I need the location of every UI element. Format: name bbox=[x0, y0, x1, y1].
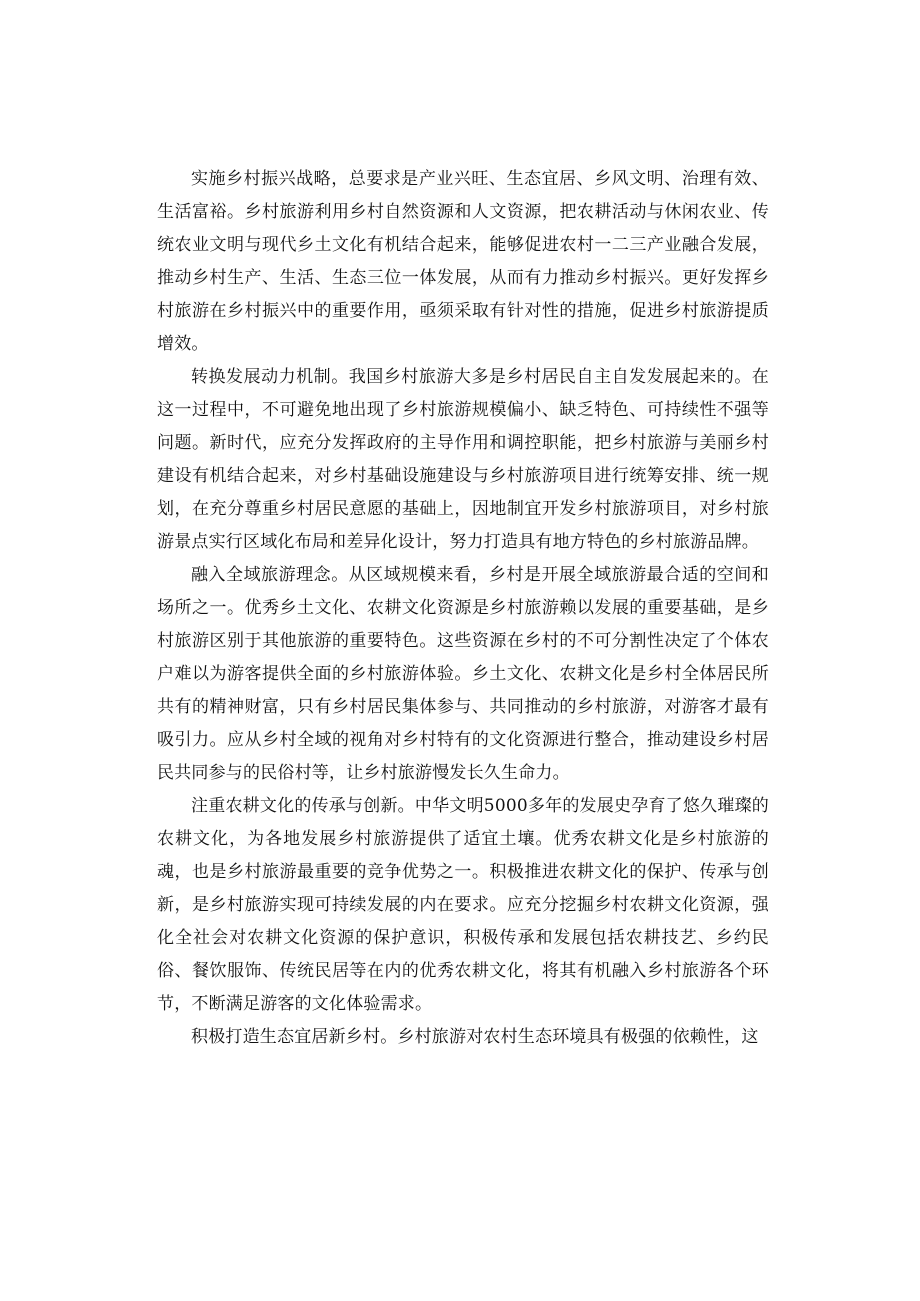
document-body bbox=[157, 163, 769, 1054]
paragraph-4: 注重农耕文化的传承与创新。中华文明5000多年的发展史孕育了悠久璀璨的农耕文化，为各地发展乡村旅游提供了适宜土壤。优秀农耕文化是乡村旅游的魂，也是乡村旅游最重要的竞争优势之一。积极推进农耕文化的保护、传承与创新，是乡村旅游实现可持续发展的内在要求。应充分挖掘乡村农耕文化资源，强化全社会对农耕文化资源的保护意识，积极传承和发展包括农耕技艺、乡约民俗、餐饮服饰、传统民居等在内的优秀农耕文化，将其有机融入乡村旅游各个环节，不断满足游客的文化体验需求。 bbox=[157, 796, 769, 1014]
paragraph-1: 实施乡村振兴战略，总要求是产业兴旺、生态宜居、乡风文明、治理有效、生活富裕。乡村旅游利用乡村自然资源和人文资源，把农耕活动与休闲农业、传统农业文明与现代乡土文化有机结合起来，能够促进农村一二三产业融合发展，推动乡村生产、生活、生态三位一体发展，从而有力推动乡村振兴。更好发挥乡村旅游在乡村振兴中的重要作用，亟须采取有针对性的措施，促进乡村旅游提质增效。 bbox=[157, 169, 769, 354]
paragraph-3: 融入全域旅游理念。从区域规模来看，乡村是开展全域旅游最合适的空间和场所之一。优秀乡土文化、农耕文化资源是乡村旅游赖以发展的重要基础，是乡村旅游区别于其他旅游的重要特色。这些资源在乡村的不可分割性决定了个体农户难以为游客提供全面的乡村旅游体验。乡土文化、农耕文化是乡村全体居民所共有的精神财富，只有乡村居民集体参与、共同推动的乡村旅游，对游客才最有吸引力。应从乡村全域的视角对乡村特有的文化资源进行整合，推动建设乡村居民共同参与的民俗村等，让乡村旅游慢发长久生命力。 bbox=[157, 565, 769, 783]
paragraph-5: 积极打造生态宜居新乡村。乡村旅游对农村生态环境具有极强的依赖性，这 bbox=[191, 1027, 759, 1047]
paragraph-2: 转换发展动力机制。我国乡村旅游大多是乡村居民自主自发发展起来的。在这一过程中，不可避免地出现了乡村旅游规模偏小、缺乏特色、可持续性不强等问题。新时代，应充分发挥政府的主导作用和调控职能，把乡村旅游与美丽乡村建设有机结合起来，对乡村基础设施建设与乡村旅游项目进行统筹安排、统一规划，在充分尊重乡村居民意愿的基础上，因地制宜开发乡村旅游项目，对乡村旅游景点实行区域化布局和差异化设计，努力打造具有地方特色的乡村旅游品牌。 bbox=[157, 367, 769, 552]
